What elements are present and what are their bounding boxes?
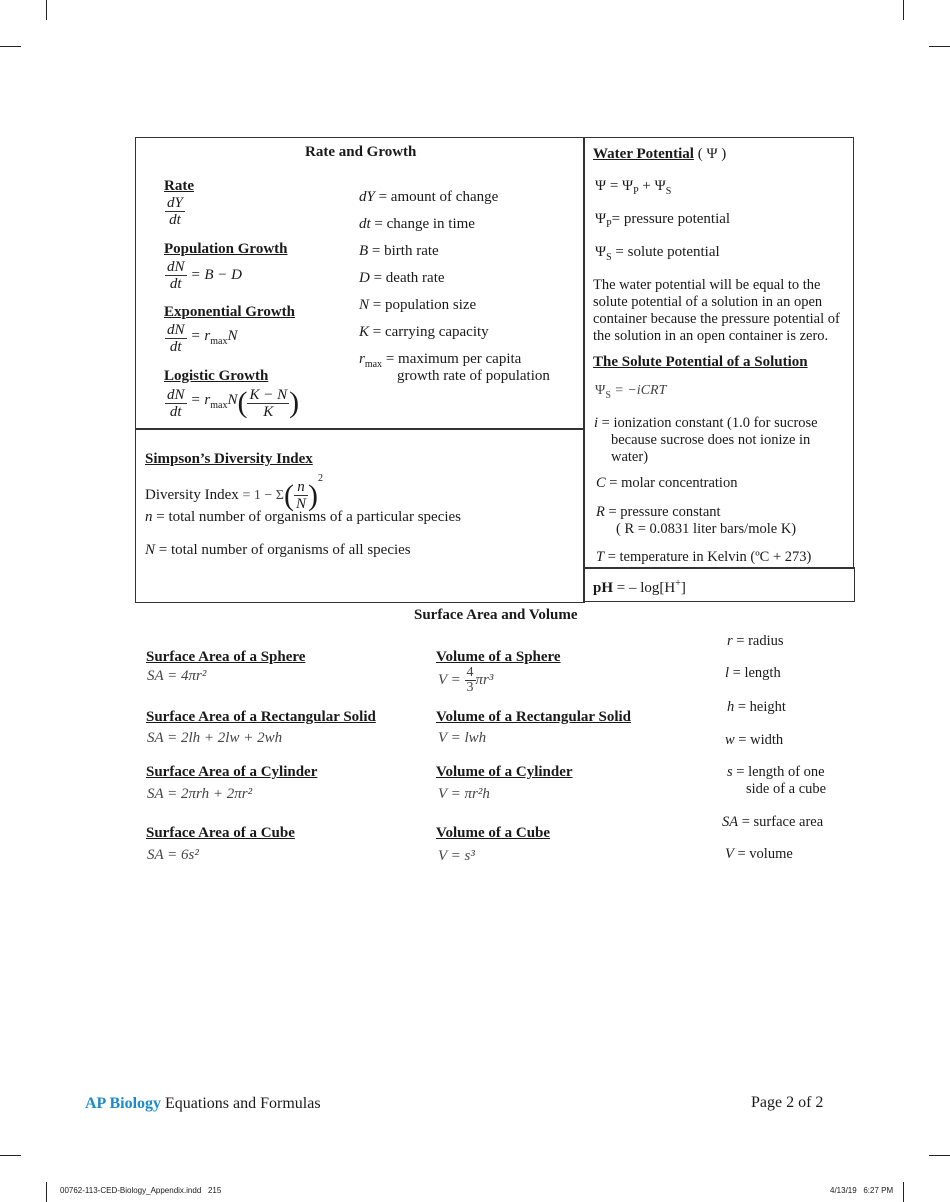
surface-def-volume: V = volume bbox=[725, 846, 793, 862]
v-cube-formula: V = s³ bbox=[438, 848, 475, 864]
v-cube-heading: Volume of a Cube bbox=[436, 825, 551, 841]
slug-file: 00762-113-CED-Biology_Appendix.indd 215 bbox=[60, 1186, 222, 1195]
sa-sphere-formula: SA = 4πr² bbox=[147, 668, 207, 684]
population-growth-formula: $\frac{dN}{dt}$ = B − D bbox=[167, 259, 243, 292]
simpson-heading: Simpson’s Diversity Index bbox=[145, 451, 313, 467]
temperature-def: T = temperature in Kelvin (ºC + 273) bbox=[596, 549, 812, 565]
v-cylinder-formula: V = πr²h bbox=[438, 786, 490, 802]
rate-growth-title: Rate and Growth bbox=[305, 144, 417, 160]
simpson-n-def: n = total number of organisms of a particular species bbox=[145, 509, 462, 525]
rate-heading: Rate bbox=[164, 178, 194, 194]
simpson-formula: Diversity Index = 1 − Σ( $\frac{n}{N}$ )$^2$ bbox=[145, 473, 323, 513]
slug-date: 4/13/19 6:27 PM bbox=[830, 1186, 894, 1195]
population-growth-heading: Population Growth bbox=[164, 241, 288, 257]
v-sphere-heading: Volume of a Sphere bbox=[436, 649, 561, 665]
rate-definitions: dY = amount of change dt = change in time B = birth rate D = death rate N = population size K = carrying capacity $r_{max}$ = maximum per capita growth rate of population bbox=[359, 189, 550, 384]
v-sphere-formula: V = $\frac{4}{3}$ πr³ bbox=[438, 665, 494, 695]
v-cylinder-heading: Volume of a Cylinder bbox=[436, 764, 573, 780]
surface-def-height: h = height bbox=[727, 699, 786, 715]
page-number: Page 2 of 2 bbox=[751, 1094, 824, 1111]
water-potential-paragraph: The water potential will be equal to the solute potential of a solution in an open container because the pressure potential of the solution in an open container is zero. bbox=[593, 277, 840, 344]
ph-formula: pH = – log[H+] bbox=[593, 578, 686, 596]
logistic-growth-heading: Logistic Growth bbox=[164, 368, 269, 384]
pressure-potential-def: $\Psi_P=$ pressure potential bbox=[595, 211, 731, 230]
surface-def-width: w = width bbox=[725, 732, 784, 748]
exponential-growth-formula: $\frac{dN}{dt}$ = $r_{max}N$ bbox=[167, 322, 238, 355]
sa-rect-heading: Surface Area of a Rectangular Solid bbox=[146, 709, 376, 725]
surface-def-length: l = length bbox=[725, 665, 781, 681]
exponential-growth-heading: Exponential Growth bbox=[164, 304, 295, 320]
solute-potential-heading: The Solute Potential of a Solution bbox=[593, 354, 808, 370]
v-rect-heading: Volume of a Rectangular Solid bbox=[436, 709, 632, 725]
water-potential-equation: $\Psi = \Psi_P + \Psi_S$ bbox=[595, 178, 672, 197]
molar-concentration-def: C = molar concentration bbox=[596, 475, 738, 491]
sa-cube-heading: Surface Area of a Cube bbox=[146, 825, 295, 841]
ionization-def: i = ionization constant (1.0 for sucrose because sucrose does not ionize in water) bbox=[594, 415, 818, 465]
solute-potential-def: $\Psi_S$ = solute potential bbox=[595, 244, 720, 263]
sa-sphere-heading: Surface Area of a Sphere bbox=[146, 649, 306, 665]
sa-cylinder-heading: Surface Area of a Cylinder bbox=[146, 764, 318, 780]
simpson-N-def: N = total number of organisms of all species bbox=[145, 542, 411, 558]
logistic-growth-formula: $\frac{dN}{dt}$ = $r_{max}N$( $\frac{K - N}{K}$ ) bbox=[167, 386, 300, 420]
sa-cylinder-formula: SA = 2πrh + 2πr² bbox=[147, 786, 253, 802]
surface-def-radius: r = radius bbox=[727, 633, 784, 649]
surface-area-title: Surface Area and Volume bbox=[414, 607, 578, 623]
pressure-constant-def: R = pressure constant ( R = 0.0831 liter bars/mole K) bbox=[596, 504, 797, 537]
surface-def-side: s = length of one side of a cube bbox=[727, 764, 827, 797]
rate-formula: $\frac{dY}{dt}$ bbox=[167, 195, 183, 228]
sa-rect-formula: SA = 2lh + 2lw + 2wh bbox=[147, 730, 283, 746]
footer-title: AP Biology Equations and Formulas bbox=[85, 1095, 321, 1112]
solute-potential-equation: $\Psi_S$ = −iCRT bbox=[595, 383, 667, 401]
surface-def-sa: SA = surface area bbox=[722, 814, 824, 830]
v-rect-formula: V = lwh bbox=[438, 730, 487, 746]
sa-cube-formula: SA = 6s² bbox=[147, 847, 199, 863]
water-potential-heading: Water Potential ( Ψ ) bbox=[593, 146, 727, 162]
